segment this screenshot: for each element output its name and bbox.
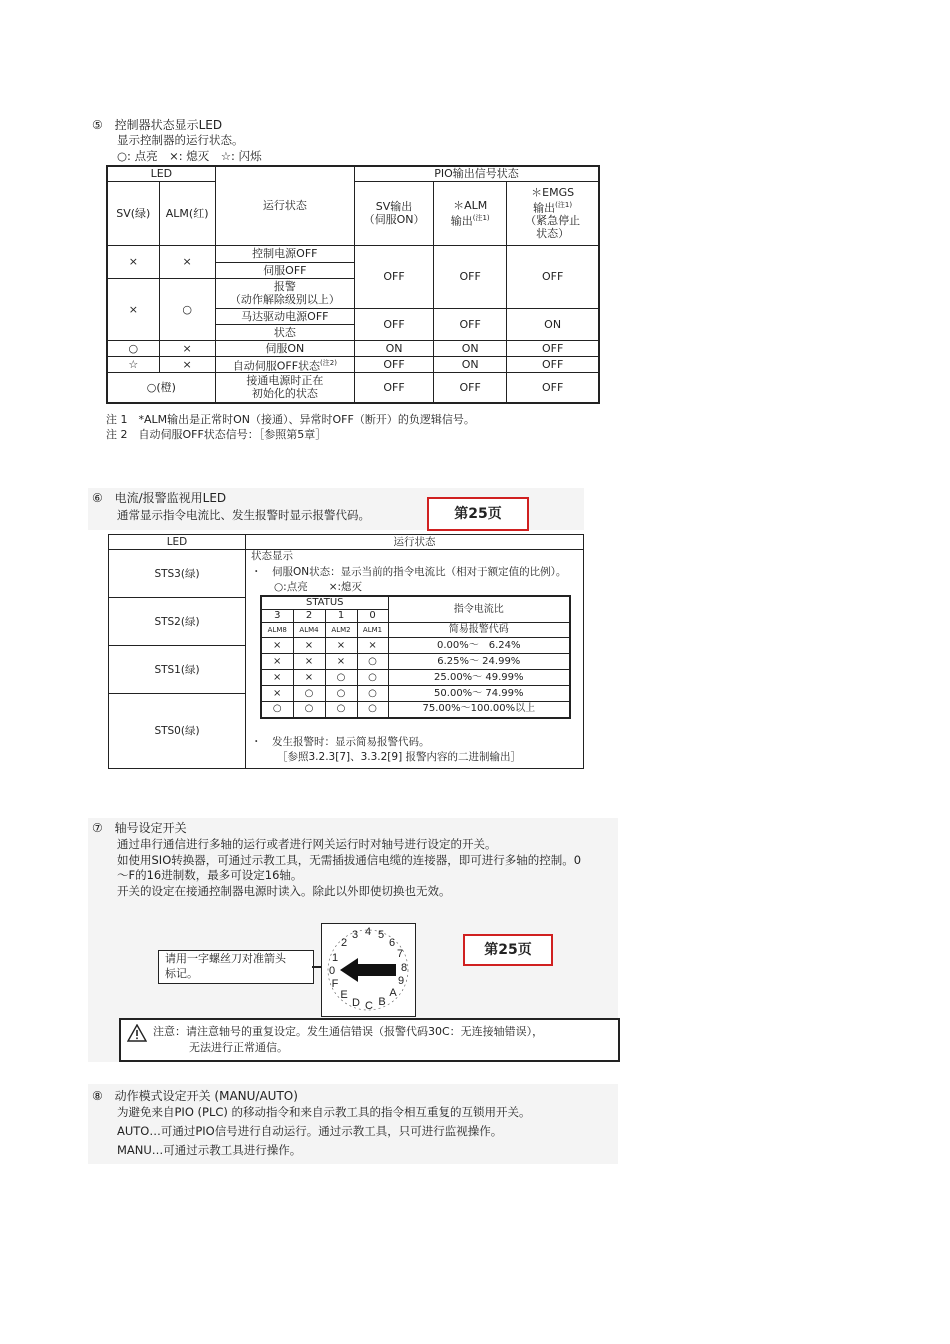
- svg-text:0: 0: [328, 965, 336, 977]
- svg-text:D: D: [352, 997, 360, 1009]
- r4-emgs-out: OFF: [507, 356, 599, 373]
- s6-heading: [92, 490, 226, 506]
- th-alm-out: ＊ALM 输出$^{(注1)}$: [434, 181, 507, 245]
- current-monitor-table: [108, 534, 584, 769]
- r3-sv-out: ON: [354, 340, 433, 356]
- s5-note1: 注 1 *ALM输出是正常时ON（接通）、异常时OFF（断开）的负逻辑信号。: [106, 413, 475, 426]
- s5-title: 控制器状态显示LED: [114, 118, 223, 132]
- s5-desc: 显示控制器的运行状态。: [117, 133, 244, 147]
- s7-p2: 如使用SIO转换器，可通过示教工具，无需插拔通信电缆的连接器，即可进行多轴的控制。0: [117, 853, 582, 867]
- th-alm8: ALM8: [261, 623, 293, 638]
- th-emgs-out: ＊EMGS 输出$^{(注1)}$ （紧急停止 状态）: [507, 181, 599, 245]
- th-run-state: 运行状态: [215, 166, 354, 245]
- r4-alm: ×: [159, 356, 215, 373]
- th-alm: ALM(红): [159, 181, 215, 245]
- s8-number: ⑧: [92, 1089, 103, 1103]
- alarm-line1: ・ 发生报警时：显示简易报警代码。: [251, 736, 430, 748]
- svg-text:4: 4: [364, 926, 372, 938]
- state-line1: ・ 伺服ON状态：显示当前的指令电流比（相对于额定值的比例）。: [251, 566, 567, 578]
- r2-alm-out: OFF: [434, 308, 507, 340]
- r3-sv: ○: [107, 340, 159, 356]
- th-pio: PIO输出信号状态: [354, 166, 599, 181]
- svg-text:3: 3: [351, 929, 359, 941]
- s7-p3: ～F的16进制数，最多可设定16轴。: [117, 868, 303, 882]
- r2-sv-out: OFF: [354, 308, 433, 340]
- r4-sv: ☆: [107, 356, 159, 373]
- table-row: × × × × 0.00%～ 6.24%: [261, 638, 570, 654]
- svg-text:C: C: [365, 1000, 373, 1012]
- table-row: × × ○ ○ 25.00%～ 49.99%: [261, 670, 570, 686]
- s8-title: 动作模式设定开关 (MANU/AUTO): [114, 1089, 298, 1103]
- s6-th-run: 运行状态: [393, 536, 436, 548]
- r1-run-a: 控制电源OFF: [215, 245, 354, 262]
- s5-legend: ○: 点亮 ×: 熄灭 ☆: 闪烁: [117, 149, 262, 163]
- table-row: ○ ○ ○ ○ 75.00%～100.00%以上: [261, 702, 570, 718]
- led-sts3: STS3(绿): [154, 568, 200, 580]
- r5-sv-out: OFF: [354, 373, 433, 403]
- r5-emgs-out: OFF: [507, 373, 599, 403]
- th-bit0: 0: [357, 610, 388, 623]
- led-sts0: STS0(绿): [154, 725, 200, 737]
- r2-emgs-out: ON: [507, 308, 599, 340]
- th-status: STATUS: [261, 596, 388, 610]
- s8-p2: AUTO…可通过PIO信号进行自动运行。通过示教工具，只可进行监视操作。: [117, 1124, 503, 1138]
- r3-alm: ×: [159, 340, 215, 356]
- th-alm4: ALM4: [293, 623, 325, 638]
- s7-number: ⑦: [92, 821, 103, 835]
- r2-run-a: 报警 （动作解除级别以上）: [215, 278, 354, 308]
- th-sv-out: SV输出 （伺服ON）: [354, 181, 433, 245]
- th-bit1: 1: [325, 610, 357, 623]
- s6-th-led: LED: [166, 536, 188, 548]
- r5-alm-out: OFF: [434, 373, 507, 403]
- r1-sv: ×: [107, 245, 159, 278]
- s7-title: 轴号设定开关: [114, 821, 187, 835]
- caution-box: [119, 1018, 620, 1062]
- s8-p3: MANU…可通过示教工具进行操作。: [117, 1143, 302, 1157]
- caution-label: 注意：: [153, 1025, 186, 1038]
- r2-run-c: 状态: [215, 324, 354, 340]
- caution-line2: 无法进行正常通信。: [189, 1041, 288, 1054]
- r3-run: 伺服ON: [215, 340, 354, 356]
- th-alarm: 简易报警代码: [388, 623, 570, 638]
- th-cmd: 指令电流比: [388, 596, 570, 623]
- r2-sv: ×: [107, 278, 159, 340]
- s6-desc: 通常显示指令电流比、发生报警时显示报警代码。: [117, 508, 370, 522]
- caution-line1: 注意：请注意轴号的重复设定。发生通信错误（报警代码30C：无连接轴错误），: [153, 1025, 544, 1038]
- r5-run: 接通电源时正在 初始化的状态: [215, 373, 354, 403]
- r1-run-b: 伺服OFF: [215, 262, 354, 278]
- svg-text:9: 9: [397, 975, 405, 987]
- svg-text:5: 5: [377, 929, 385, 941]
- th-alm1: ALM1: [357, 623, 388, 638]
- r4-alm-out: ON: [434, 356, 507, 373]
- svg-text:1: 1: [331, 952, 339, 964]
- svg-text:A: A: [389, 987, 397, 999]
- led-sts1: STS1(绿): [154, 664, 200, 676]
- r4-sv-out: OFF: [354, 356, 433, 373]
- s7-p1: 通过串行通信进行多轴的运行或者进行网关运行时对轴号进行设定的开关。: [117, 837, 497, 851]
- th-bit2: 2: [293, 610, 325, 623]
- r1-emgs-out: OFF: [507, 245, 599, 308]
- r1-alm-out: OFF: [434, 245, 507, 308]
- s6-page-label: 第25页: [427, 497, 529, 531]
- axis-dial-switch[interactable]: [321, 923, 416, 1017]
- r2-alm: ○: [159, 278, 215, 340]
- warning-icon: [127, 1024, 147, 1042]
- r2-run-b: 马达驱动电源OFF: [215, 308, 354, 324]
- svg-text:F: F: [331, 978, 339, 990]
- r1-alm: ×: [159, 245, 215, 278]
- s5-number: ⑤: [92, 118, 103, 132]
- r4-run: 自动伺服OFF状态$^{(注2)}$: [215, 356, 354, 373]
- s7-p4: 开关的设定在接通控制器电源时读入。除此以外即使切换也无效。: [117, 884, 451, 898]
- s7-heading: [92, 820, 187, 836]
- s8-heading: [92, 1088, 298, 1104]
- alarm-line2: ［参照3.2.3[7]、3.3.2[9] 报警内容的二进制输出］: [277, 751, 522, 763]
- svg-text:E: E: [340, 989, 348, 1001]
- led-sts2: STS2(绿): [154, 616, 200, 628]
- dial-graphic: [322, 924, 415, 1016]
- led-status-table: [106, 165, 600, 404]
- th-led: LED: [107, 166, 215, 181]
- r3-alm-out: ON: [434, 340, 507, 356]
- r3-emgs-out: OFF: [507, 340, 599, 356]
- state-title: 状态显示: [251, 550, 293, 562]
- state-line2: ○:点亮 ×:熄灭: [274, 581, 363, 593]
- s6-number: ⑥: [92, 491, 103, 505]
- s7-page-label: 第25页: [463, 934, 553, 966]
- th-alm2: ALM2: [325, 623, 357, 638]
- svg-text:6: 6: [388, 937, 396, 949]
- s5-heading: [92, 117, 222, 133]
- svg-text:7: 7: [396, 948, 404, 960]
- s5-note2: 注 2 自动伺服OFF状态信号：［参照第5章］: [106, 428, 327, 441]
- s6-title: 电流/报警监视用LED: [114, 491, 227, 505]
- th-sv: SV(绿): [107, 181, 159, 245]
- th-bit3: 3: [261, 610, 293, 623]
- table-row: × ○ ○ ○ 50.00%～ 74.99%: [261, 686, 570, 702]
- r1-sv-out: OFF: [354, 245, 433, 308]
- status-code-table: [260, 595, 571, 719]
- svg-text:B: B: [378, 996, 386, 1008]
- callout-box: [158, 950, 314, 984]
- callout-text: 请用一字螺丝刀对准箭头 标记。: [165, 952, 286, 980]
- s8-p1: 为避免来自PIO (PLC) 的移动指令和来自示教工具的指令相互重复的互锁用开关。: [117, 1105, 531, 1119]
- r5-led: ○(橙): [107, 373, 215, 403]
- svg-text:2: 2: [340, 937, 348, 949]
- svg-text:8: 8: [400, 962, 408, 974]
- table-row: × × × ○ 6.25%～ 24.99%: [261, 654, 570, 670]
